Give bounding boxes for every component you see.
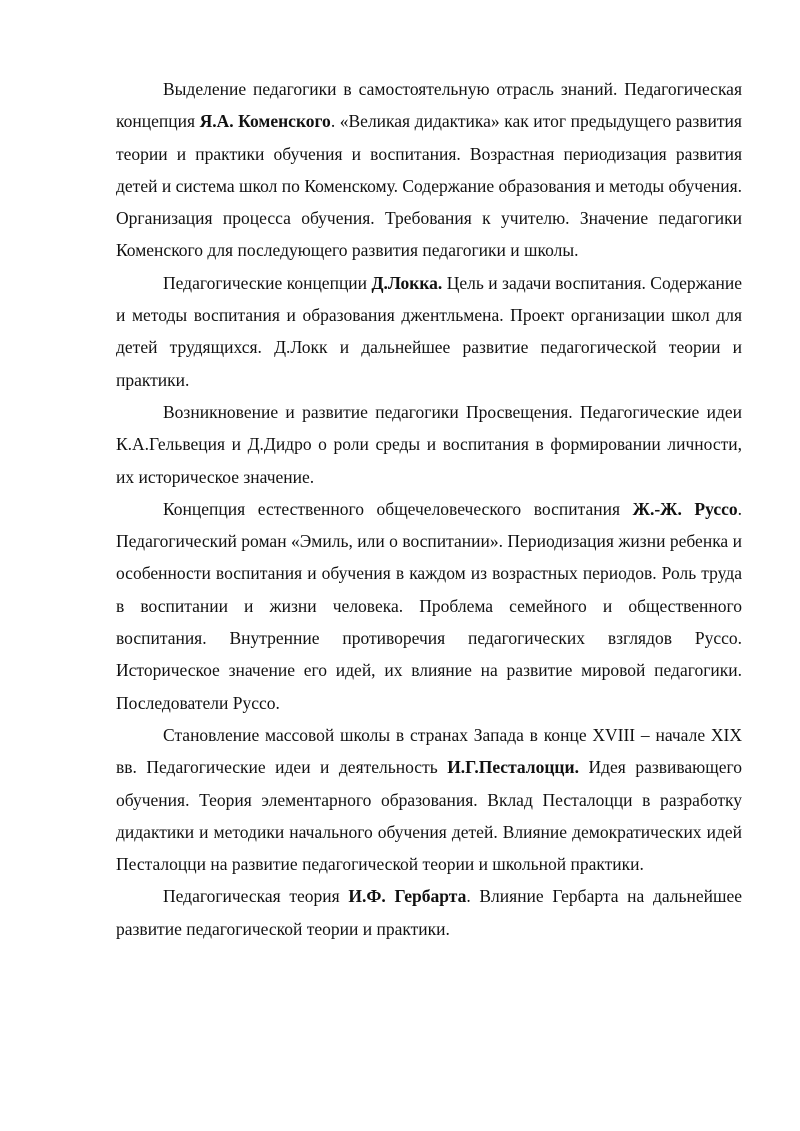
author-name-herbart: И.Ф. Гербарта (348, 886, 467, 907)
author-name-comenius: Я.А. Коменского (199, 111, 331, 132)
paragraph-text: Выделение педагогики в самостоятельную отрасль знаний. Педагогическая концепция (116, 79, 742, 132)
paragraph-locke (116, 267, 742, 396)
paragraph-text: Цель и задачи воспитания. Содержание и методы воспитания и образования джентльмена. Проект организации школ для детей трудящихся. Д.Локк и дальнейшее развитие педагогической теории и практики. (116, 272, 743, 390)
paragraph-enlightenment (116, 396, 742, 493)
author-name-pestalozzi: И.Г.Песталоцци. (447, 757, 579, 778)
paragraph-text: Становление массовой школы в странах Запада в конце XVIII – начале XIX вв. Педагогические идеи и деятельность (116, 724, 742, 778)
document-page (116, 73, 742, 945)
paragraph-text: Педагогическая теория (163, 886, 349, 907)
paragraph-text: . Педагогический роман «Эмиль, или о воспитании». Периодизация жизни ребенка и особенности воспитания и обучения в каждом из возрастных периодов. Роль труда в воспитании и жизни человека. Проблема семейного и общественного воспитания. Внутренние противоречия педагогических взглядов Руссо. Историческое значение его идей, их влияние на развитие мировой педагогики. Последователи Руссо. (116, 498, 742, 713)
paragraph-text: . «Великая дидактика» как итог предыдущего развития теории и практики обучения и воспитания. Возрастная периодизация развития детей и система школ по Коменскому. Содержание образования и методы обучения. Организация процесса обучения. Требования к учителю. Значение педагогики Коменского для последующего развития педагогики и школы. (116, 111, 742, 261)
paragraph-text: Концепция естественного общечеловеческого воспитания (163, 498, 633, 519)
paragraph-text: . Влияние Гербарта на дальнейшее развитие педагогической теории и практики. (116, 886, 742, 939)
author-name-rousseau: Ж.-Ж. Руссо (632, 498, 738, 519)
author-name-locke: Д.Локка. (371, 272, 443, 293)
paragraph-text: Возникновение и развитие педагогики Просвещения. Педагогические идеи К.А.Гельвеция и Д.Дидро о роли среды и воспитания в формировании личности, их историческое значение. (116, 401, 742, 487)
paragraph-rousseau (116, 493, 742, 719)
paragraph-text: Идея развивающего обучения. Теория элементарного образования. Вклад Песталоцци в разработку дидактики и методики начального обучения детей. Влияние демократических идей Песталоцци на развитие педагогической теории и школьной практики. (116, 757, 742, 875)
paragraph-comenius (116, 73, 742, 267)
paragraph-pestalozzi (116, 719, 742, 880)
paragraph-text: Педагогические концепции (163, 272, 372, 293)
paragraph-herbart (116, 880, 742, 945)
